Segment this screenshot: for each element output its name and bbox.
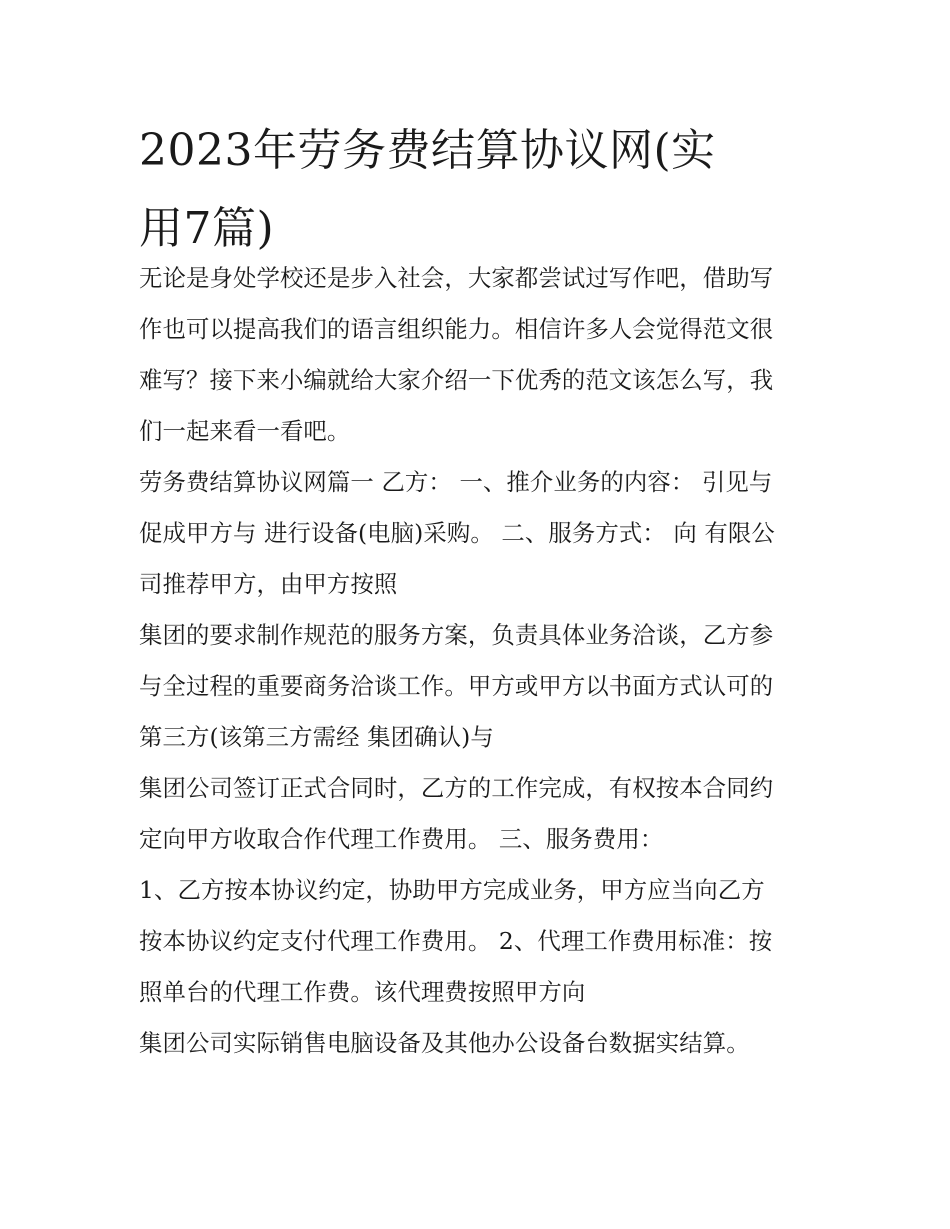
title-line-1: 2023年劳务费结算协议网(实	[139, 125, 716, 176]
title-line-2: 用7篇)	[139, 203, 275, 254]
paragraph-line: 与全过程的重要商务洽谈工作。甲方或甲方以书面方式认可的	[139, 672, 774, 700]
paragraph-line: 无论是身处学校还是步入社会，大家都尝试过写作吧，借助写	[139, 264, 774, 292]
paragraph-line: 集团公司实际销售电脑设备及其他办公设备台数据实结算。	[139, 1029, 750, 1057]
paragraph-line: 劳务费结算协议网篇一 乙方： 一、推介业务的内容： 引见与	[139, 468, 773, 496]
paragraph-line: 们一起来看一看吧。	[139, 417, 351, 445]
paragraph-line: 集团公司签订正式合同时，乙方的工作完成，有权按本合同约	[139, 774, 774, 802]
paragraph-line: 集团的要求制作规范的服务方案，负责具体业务洽谈，乙方参	[139, 621, 774, 649]
document-body	[139, 253, 819, 1069]
paragraph-line: 司推荐甲方，由甲方按照	[139, 570, 398, 598]
document-title	[139, 112, 819, 268]
paragraph-line: 作也可以提高我们的语言组织能力。相信许多人会觉得范文很	[139, 315, 774, 343]
paragraph-line: 照单台的代理工作费。该代理费按照甲方向	[139, 978, 586, 1006]
paragraph-line: 定向甲方收取合作代理工作费用。 三、服务费用：	[139, 825, 664, 853]
paragraph-line: 第三方(该第三方需经 集团确认)与	[139, 723, 494, 751]
paragraph-line: 促成甲方与 进行设备(电脑)采购。 二、服务方式： 向 有限公	[139, 519, 775, 547]
paragraph-line: 难写？接下来小编就给大家介绍一下优秀的范文该怎么写，我	[139, 366, 774, 394]
paragraph-line: 1、乙方按本协议约定，协助甲方完成业务，甲方应当向乙方	[139, 876, 765, 904]
paragraph-line: 按本协议约定支付代理工作费用。 2、代理工作费用标准：按	[139, 927, 773, 955]
